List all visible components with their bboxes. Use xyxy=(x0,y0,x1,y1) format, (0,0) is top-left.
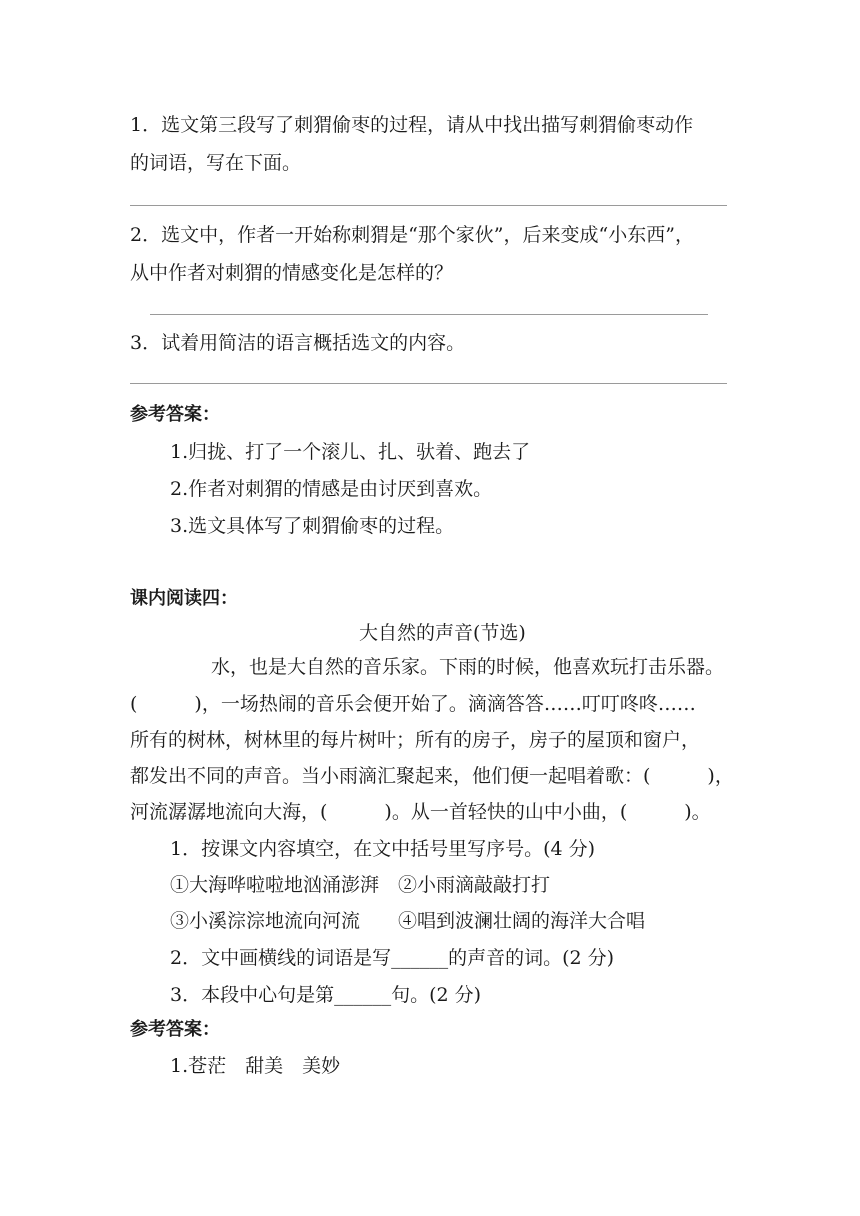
passage-line-1: 水，也是大自然的音乐家。下雨的时候，他喜欢玩打击乐器。 xyxy=(211,656,725,678)
question-2-line-1: 2．选文中，作者一开始称刺猬是“那个家伙”，后来变成“小东西”， xyxy=(130,224,694,246)
answer-3: 3.选文具体写了刺猬偷枣的过程。 xyxy=(170,515,455,537)
reading-question-1: 1．按课文内容填空，在文中括号里写序号。(4 分) xyxy=(170,838,596,860)
passage-line-5: 河流潺潺地流向大海，( )。从一首轻快的山中小曲，( )。 xyxy=(130,801,711,823)
answer-blank-line-1 xyxy=(130,205,727,206)
answer-blank-line-3 xyxy=(130,383,727,384)
reading-question-3: 3．本段中心句是第______句。(2 分) xyxy=(170,984,482,1006)
reading-question-2: 2．文中画横线的词语是写______的声音的词。(2 分) xyxy=(170,947,615,969)
question-2-line-2: 从中作者对刺猬的情感变化是怎样的？ xyxy=(130,262,454,284)
answers-heading-1: 参考答案： xyxy=(130,404,220,425)
passage-line-3: 所有的树林，树林里的每片树叶；所有的房子，房子的屋顶和窗户， xyxy=(130,729,701,751)
options-row-2: ③小溪淙淙地流向河流 ④唱到波澜壮阔的海洋大合唱 xyxy=(170,910,646,932)
answer-2-1: 1.苍茫 甜美 美妙 xyxy=(170,1055,341,1077)
question-1-line-1: 1．选文第三段写了刺猬偷枣的过程，请从中找出描写刺猬偷枣动作 xyxy=(130,114,694,136)
passage-line-2: ( )，一场热闹的音乐会便开始了。滴滴答答……叮叮咚咚…… xyxy=(130,693,696,715)
answer-blank-line-2 xyxy=(150,314,708,315)
question-1-line-2: 的词语，写在下面。 xyxy=(130,152,302,174)
passage-title: 大自然的声音(节选) xyxy=(359,622,526,644)
answers-heading-2: 参考答案： xyxy=(130,1019,220,1040)
question-3-line-1: 3．试着用简洁的语言概括选文的内容。 xyxy=(130,332,466,354)
answer-1: 1.归拢、打了一个滚儿、扎、驮着、跑去了 xyxy=(170,441,531,463)
passage-line-4: 都发出不同的声音。当小雨滴汇聚起来，他们便一起唱着歌：( )， xyxy=(130,765,734,787)
options-row-1: ①大海哗啦啦地汹涌澎湃 ②小雨滴敲敲打打 xyxy=(170,874,551,896)
reading-4-heading: 课内阅读四： xyxy=(130,588,238,609)
answer-2: 2.作者对刺猬的情感是由讨厌到喜欢。 xyxy=(170,478,493,500)
